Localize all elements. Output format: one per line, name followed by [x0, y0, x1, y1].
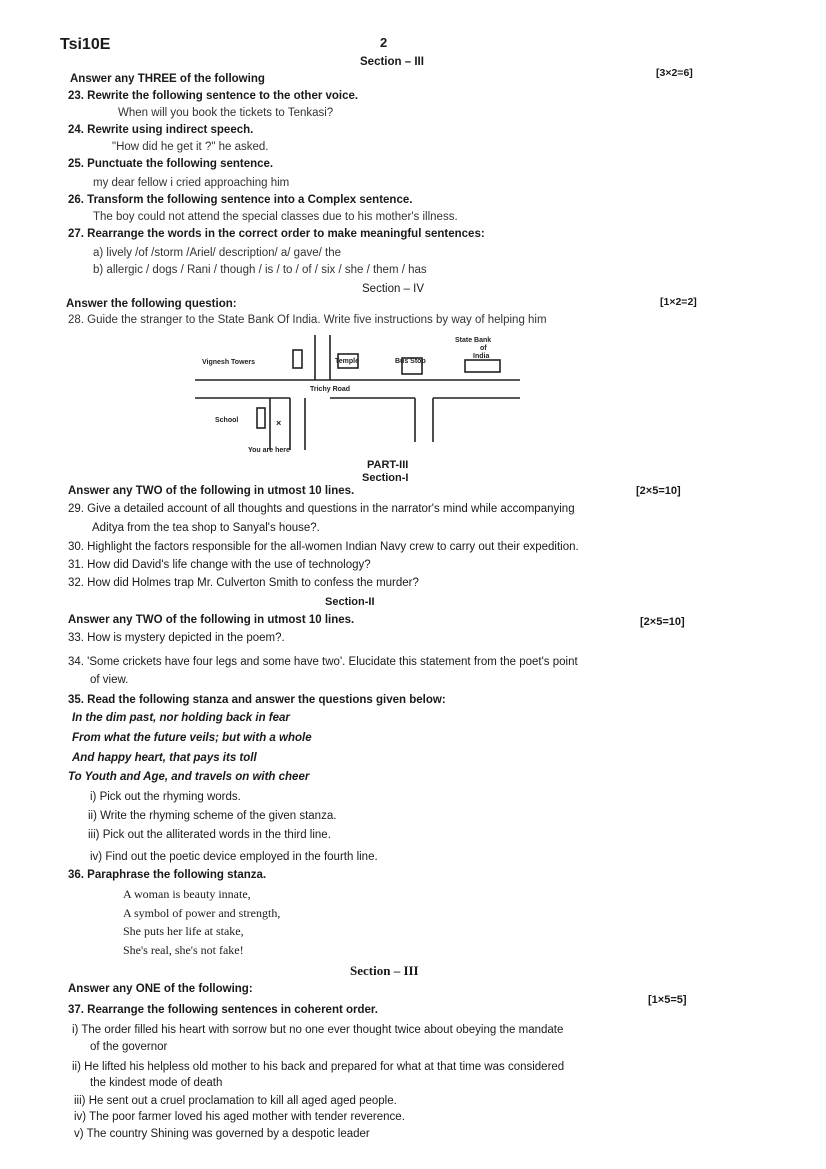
section-instruction: Answer any ONE of the following:: [68, 983, 253, 995]
map-label-road: Trichy Road: [310, 386, 351, 393]
sentence-item: i) The order filled his heart with sorrow but no one ever thought twice about obeying the mandate: [72, 1024, 564, 1036]
stanza-line: She puts her life at stake,: [123, 924, 244, 938]
section-title: Section-II: [325, 596, 375, 608]
question-27-b: b) allergic / dogs / Rani / though / is / to / of / six / she / them / has: [93, 264, 427, 276]
question-31: 31. How did David's life change with the use of technology?: [68, 559, 371, 571]
question-29-cont: Aditya from the tea shop to Sanyal's house?.: [92, 522, 320, 534]
question-26-text: The boy could not attend the special classes due to his mother's illness.: [93, 211, 458, 223]
question-23: 23. Rewrite the following sentence to the other voice.: [68, 90, 359, 102]
question-24-text: "How did he get it ?" he asked.: [112, 141, 269, 153]
school-building: [257, 408, 265, 428]
sentence-item-cont: the kindest mode of death: [90, 1077, 223, 1089]
part-title: PART-III: [367, 459, 409, 471]
question-35-iii: iii) Pick out the alliterated words in the third line.: [88, 829, 331, 841]
stanza-line: From what the future veils; but with a whole: [72, 732, 312, 744]
marks-label: [1×2=2]: [660, 296, 697, 308]
question-25-text: my dear fellow i cried approaching him: [93, 177, 290, 189]
question-27: 27. Rearrange the words in the correct order to make meaningful sentences:: [68, 228, 485, 240]
marks-label: [3×2=6]: [656, 67, 693, 79]
section-instruction: Answer any TWO of the following in utmost 10 lines.: [68, 614, 355, 626]
paper-code: Tsi10E: [60, 36, 111, 53]
section-title: Section – IV: [362, 283, 425, 295]
question-34: 34. 'Some crickets have four legs and some have two'. Elucidate this statement from the poet's point: [68, 656, 578, 668]
x-mark-icon: ×: [276, 418, 282, 428]
stanza-line: And happy heart, that pays its toll: [72, 752, 257, 764]
question-30: 30. Highlight the factors responsible for the all-women Indian Navy crew to carry out their expedition.: [68, 541, 579, 553]
question-35-i: i) Pick out the rhyming words.: [90, 791, 241, 803]
map-label-sbi: India: [473, 353, 490, 360]
map-label-temple: Temple: [335, 358, 359, 365]
question-35-iv: iv) Find out the poetic device employed in the fourth line.: [90, 851, 378, 863]
page-number: 2: [380, 35, 388, 50]
question-28: 28. Guide the stranger to the State Bank Of India. Write five instructions by way of helping him: [68, 314, 547, 326]
stanza-line: A symbol of power and strength,: [123, 906, 281, 920]
map-label-bus-stop: Bus Stop: [395, 358, 426, 365]
section-title: Section – III: [350, 963, 419, 978]
map-label-sbi: State Bank: [455, 337, 492, 344]
marks-label: [2×5=10]: [640, 616, 685, 628]
question-35: 35. Read the following stanza and answer the questions given below:: [68, 694, 446, 706]
question-32: 32. How did Holmes trap Mr. Culverton Smith to confess the murder?: [68, 577, 419, 589]
map-label-you-are-here: You are here: [248, 447, 290, 454]
section-title: Section-I: [362, 472, 409, 484]
question-27-a: a) lively /of /storm /Ariel/ description/ a/ gave/ the: [93, 247, 341, 259]
vignesh-towers-building: [293, 350, 302, 368]
map-label-sbi: of: [480, 345, 487, 352]
sentence-item: v) The country Shining was governed by a despotic leader: [74, 1128, 370, 1140]
question-29: 29. Give a detailed account of all thoughts and questions in the narrator's mind while accompanying: [68, 503, 575, 515]
question-37: 37. Rearrange the following sentences in coherent order.: [68, 1004, 378, 1016]
route-map: [190, 330, 530, 460]
stanza-line: In the dim past, nor holding back in fear: [72, 712, 290, 724]
section-title: Section – III: [360, 56, 424, 68]
sentence-item-cont: of the governor: [90, 1041, 168, 1053]
marks-label: [2×5=10]: [636, 485, 681, 497]
section-instruction: Answer any TWO of the following in utmost 10 lines.: [68, 485, 355, 497]
question-24: 24. Rewrite using indirect speech.: [68, 124, 254, 136]
marks-label: [1×5=5]: [648, 994, 687, 1006]
question-33: 33. How is mystery depicted in the poem?.: [68, 632, 285, 644]
stanza-line: She's real, she's not fake!: [123, 943, 244, 957]
stanza-line: A woman is beauty innate,: [123, 887, 251, 901]
section-instruction: Answer any THREE of the following: [70, 73, 265, 85]
question-23-text: When will you book the tickets to Tenkasi?: [118, 107, 334, 119]
section-instruction: Answer the following question:: [66, 298, 237, 310]
question-35-ii: ii) Write the rhyming scheme of the given stanza.: [88, 810, 337, 822]
bank-building: [465, 360, 500, 372]
sentence-item: iii) He sent out a cruel proclamation to kill all aged aged people.: [74, 1095, 397, 1107]
question-36: 36. Paraphrase the following stanza.: [68, 869, 267, 881]
map-label-vignesh: Vignesh Towers: [202, 359, 256, 366]
stanza-line: To Youth and Age, and travels on with cheer: [68, 771, 310, 783]
question-25: 25. Punctuate the following sentence.: [68, 158, 274, 170]
sentence-item: ii) He lifted his helpless old mother to his back and prepared for what at that time was considered: [72, 1061, 565, 1073]
question-26: 26. Transform the following sentence into a Complex sentence.: [68, 194, 413, 206]
map-label-school: School: [215, 417, 239, 424]
sentence-item: iv) The poor farmer loved his aged mother with tender reverence.: [74, 1111, 405, 1123]
question-34-cont: of view.: [90, 674, 129, 686]
